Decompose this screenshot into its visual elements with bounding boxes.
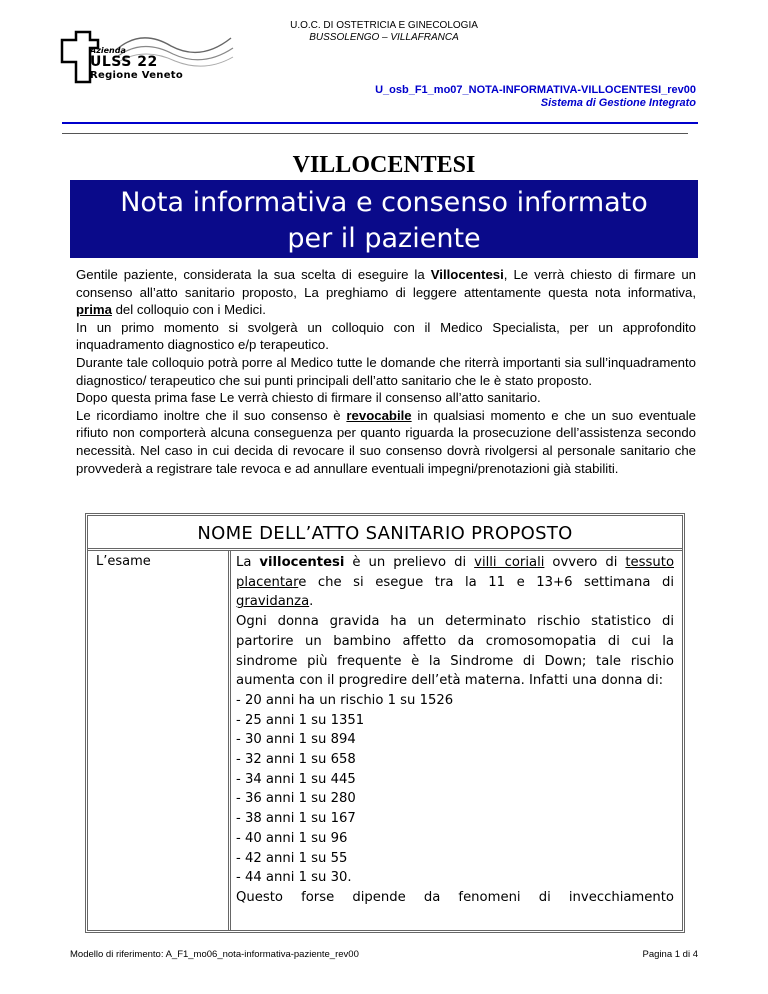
logo-ulss: ULSS 22: [90, 54, 158, 70]
table-left-label: L’esame: [96, 554, 151, 569]
document-system: Sistema di Gestione Integrato: [540, 97, 696, 109]
risk-item: - 32 anni 1 su 658: [236, 752, 356, 768]
risk-item: - 38 anni 1 su 167: [236, 811, 356, 827]
table-divider: [228, 551, 231, 930]
banner-line-2: per il paziente: [287, 223, 481, 254]
unit-name: U.O.C. DI OSTETRICIA E GINECOLOGIA: [290, 20, 478, 31]
logo-regione: Regione Veneto: [90, 70, 184, 81]
risk-item: - 40 anni 1 su 96: [236, 830, 348, 846]
risk-item: - 44 anni 1 su 30.: [236, 870, 352, 886]
footer-page-number: Pagina 1 di 4: [642, 949, 698, 960]
risk-item: - 34 anni 1 su 445: [236, 771, 356, 787]
intro-paragraph: Gentile paziente, considerata la sua scelta di eseguire la Villocentesi, Le verrà chiesto di firmare un consenso all’atto sanitario proposto, La preghiamo di leggere attentamente questa nota informativa, prima del colloquio con i Medici.: [76, 267, 696, 318]
page-title: VILLOCENTESI: [292, 152, 476, 178]
description-paragraph: Ogni donna gravida ha un determinato rischio statistico di partorire un bambino affetto da cromosomopatia di cui la sindrome più frequente è la Sindrome di Down; tale rischio aumenta con il progredire dell’età materna. Infatti una donna di:: [236, 614, 674, 689]
header-rule-blue: [62, 122, 698, 124]
banner-line-1: Nota informativa e consenso informato: [120, 187, 648, 218]
risk-item: - 36 anni 1 su 280: [236, 791, 356, 807]
risk-list: [236, 691, 674, 888]
intro-paragraph: Le ricordiamo inoltre che il suo consenso è revocabile in qualsiasi momento e che un suo eventuale rifiuto non comporterà alcuna conseguenza per quanto riguarda la prosecuzione dell’assistenza secondo necessità. Nel caso in cui decida di revocare il suo consenso dovrà rivolgersi al personale sanitario che provvederà a registrare tale revoca e ad annullare eventuali impegni/prenotazioni già stabiliti.: [76, 407, 696, 476]
unit-location: BUSSOLENGO – VILLAFRANCA: [309, 32, 459, 43]
title-banner: [70, 180, 698, 258]
document-reference: [375, 84, 696, 110]
risk-item: - 42 anni 1 su 55: [236, 850, 348, 866]
intro-paragraph: Durante tale colloquio potrà porre al Medico tutte le domande che riterrà importanti sia sull’inquadramento diagnostico/ terapeutico che sui punti principali dell’atto sanitario che le è stato proposto.: [76, 354, 696, 388]
intro-text: [76, 266, 696, 477]
logo-azienda: Azienda: [90, 46, 126, 55]
risk-item: - 25 anni 1 su 1351: [236, 712, 365, 728]
ulss-logo: [56, 30, 256, 90]
table-heading: NOME DELL’ATTO SANITARIO PROPOSTO: [88, 516, 682, 551]
document-code: U_osb_F1_mo07_NOTA-INFORMATIVA-VILLOCENTESI_rev00: [375, 84, 696, 96]
footer-model-reference: Modello di riferimento: A_F1_mo06_nota-informativa-paziente_rev00: [70, 949, 359, 960]
table-description: [236, 553, 674, 908]
continued-line: Questo forse dipende da fenomeni di invecchiamento: [236, 889, 674, 905]
procedure-table: [85, 513, 685, 933]
risk-item: - 30 anni 1 su 894: [236, 732, 356, 748]
risk-item: - 20 anni ha un rischio 1 su 1526: [236, 692, 454, 708]
description-paragraph: La villocentesi è un prelievo di villi coriali ovvero di tessuto placentare che si esegue tra la 11 e 13+6 settimana di gravidanza.: [236, 555, 675, 610]
intro-paragraph: In un primo momento si svolgerà un colloquio con il Medico Specialista, per un approfondito inquadramento diagnostico e/p terapeutico.: [76, 319, 696, 353]
header-rule-grey: [62, 133, 688, 134]
intro-paragraph: Dopo questa prima fase Le verrà chiesto di firmare il consenso all’atto sanitario.: [76, 390, 541, 406]
